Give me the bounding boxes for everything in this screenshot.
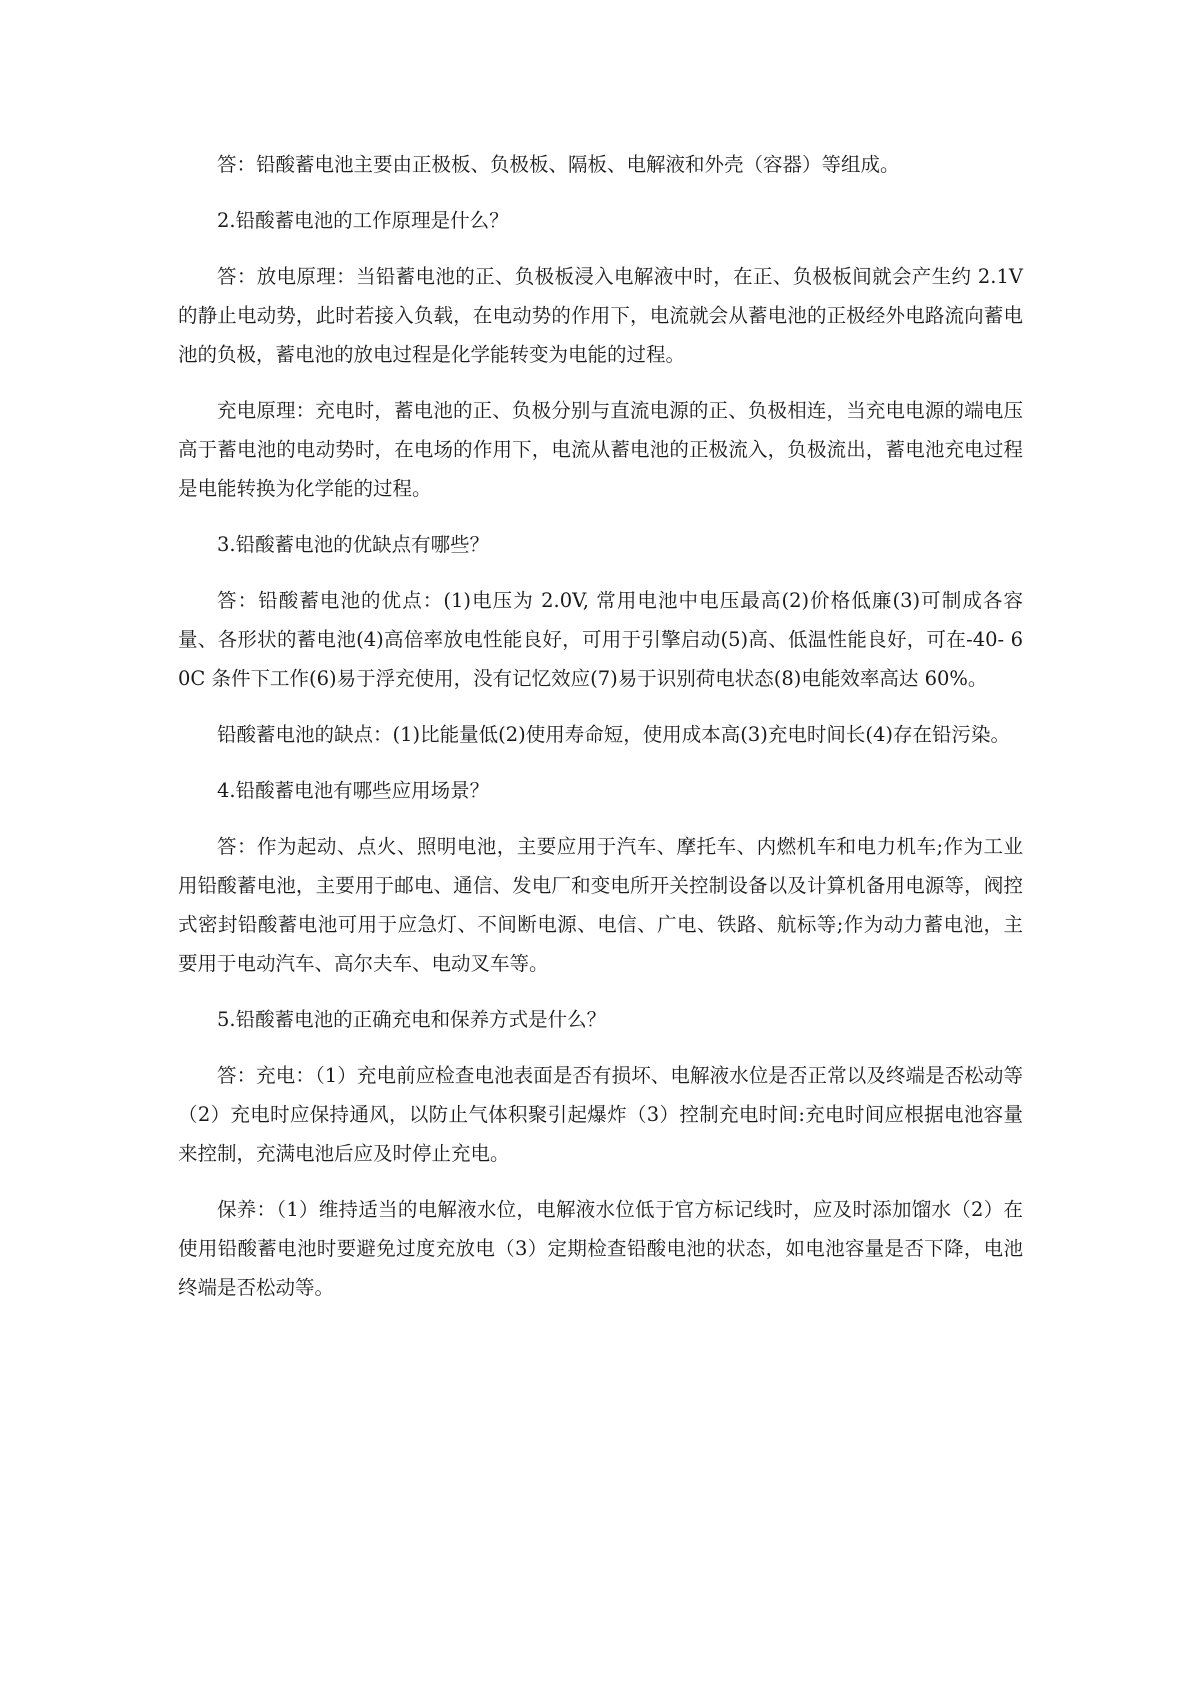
answer-paragraph-discharge-principle: 答：放电原理：当铅蓄电池的正、负极板浸入电解液中时，在正、负极板间就会产生约 2.1V 的静止电动势，此时若接入负载，在电动势的作用下，电流就会从蓄电池的正极经外电路流向蓄电池的负极，蓄电池的放电过程是化学能转变为电能的过程。 bbox=[178, 265, 1023, 366]
answer-paragraph-charging: 答：充电：（1）充电前应检查电池表面是否有损坏、电解液水位是否正常以及终端是否松动等（2）充电时应保持通风，以防止气体积聚引起爆炸（3）控制充电时间:充电时间应根据电池容量来控制，充满电池后应及时停止充电。 bbox=[178, 1064, 1023, 1165]
question-2-heading: 2.铅酸蓄电池的工作原理是什么？ bbox=[217, 209, 509, 232]
answer-paragraph-disadvantages: 铅酸蓄电池的缺点：(1)比能量低(2)使用寿命短，使用成本高(3)充电时间长(4)存在铅污染。 bbox=[217, 723, 1010, 746]
answer-paragraph-charge-principle: 充电原理：充电时，蓄电池的正、负极分别与直流电源的正、负极相连，当充电电源的端电压高于蓄电池的电动势时，在电场的作用下，电流从蓄电池的正极流入，负极流出，蓄电池充电过程是电能转换为化学能的过程。 bbox=[178, 399, 1023, 500]
answer-paragraph-maintenance: 保养：（1）维持适当的电解液水位，电解液水位低于官方标记线时，应及时添加馏水（2）在使用铅酸蓄电池时要避免过度充放电（3）定期检查铅酸电池的状态，如电池容量是否下降，电池终端是否松动等。 bbox=[178, 1198, 1023, 1299]
document-body bbox=[178, 145, 1023, 1324]
question-3-heading: 3.铅酸蓄电池的优缺点有哪些？ bbox=[217, 533, 490, 556]
answer-paragraph-composition: 答：铅酸蓄电池主要由正极板、负极板、隔板、电解液和外壳（容器）等组成。 bbox=[217, 153, 900, 176]
answer-paragraph-applications: 答：作为起动、点火、照明电池，主要应用于汽车、摩托车、内燃机车和电力机车;作为工业用铅酸蓄电池，主要用于邮电、通信、发电厂和变电所开关控制设备以及计算机备用电源等，阀控式密封铅酸蓄电池可用于应急灯、不间断电源、电信、广电、铁路、航标等;作为动力蓄电池，主要用于电动汽车、高尔夫车、电动叉车等。 bbox=[178, 835, 1023, 975]
question-5-heading: 5.铅酸蓄电池的正确充电和保养方式是什么？ bbox=[217, 1008, 607, 1031]
question-4-heading: 4.铅酸蓄电池有哪些应用场景？ bbox=[217, 779, 490, 802]
answer-paragraph-advantages: 答：铅酸蓄电池的优点：(1)电压为 2.0V, 常用电池中电压最高(2)价格低廉(3)可制成各容量、各形状的蓄电池(4)高倍率放电性能良好，可用于引擎启动(5)高、低温性能良好，可在-40- 60C 条件下工作(6)易于浮充使用，没有记忆效应(7)易于识别荷电状态(8)电能效率高达 60%。 bbox=[178, 589, 1023, 690]
